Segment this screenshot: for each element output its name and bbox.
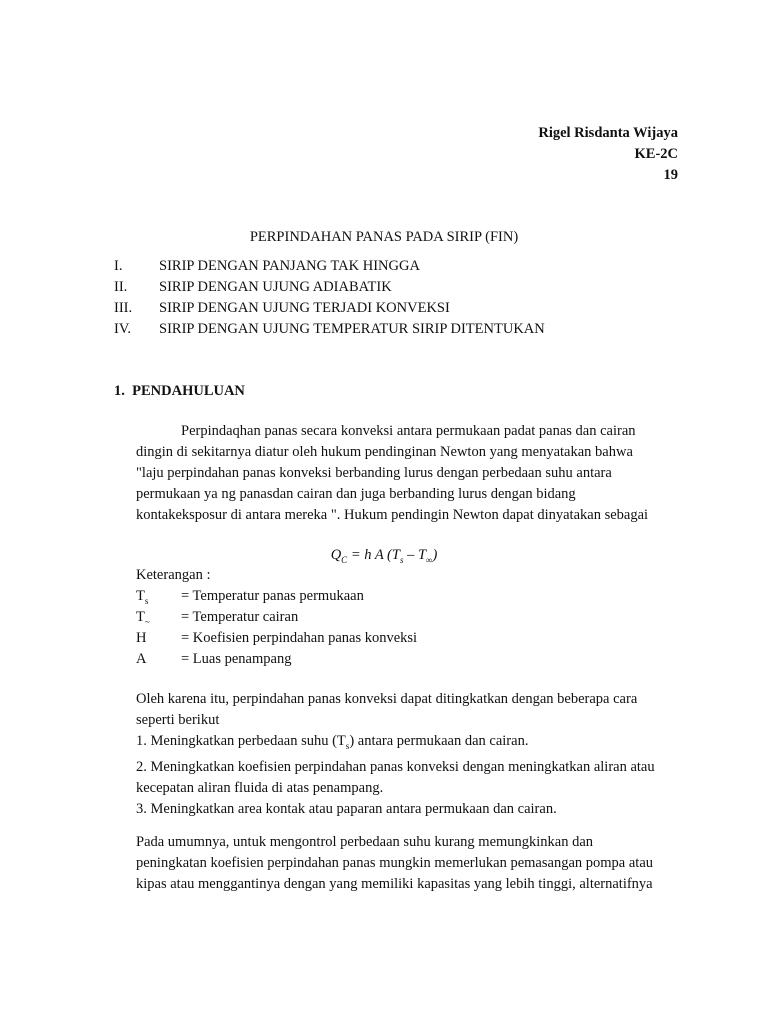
author-class: KE-2C xyxy=(634,146,678,162)
definition-desc: = Temperatur panas permukaan xyxy=(181,588,364,604)
method-sub: s xyxy=(345,740,350,751)
method-text: 1. Meningkatkan perbedaan suhu (T xyxy=(136,733,346,749)
toc-item: SIRIP DENGAN PANJANG TAK HINGGA xyxy=(159,258,420,274)
text-line: dingin di sekitarnya diatur oleh hukum pendinginan Newton yang menyatakan bahwa xyxy=(136,444,633,460)
text-line: seperti berikut xyxy=(136,712,220,728)
text-line: kontakeksposur di antara mereka ". Hukum pendingin Newton dapat dinyatakan sebagai xyxy=(136,507,649,523)
formula-q-sub: C xyxy=(341,554,348,565)
text-line: "laju perpindahan panas konveksi berbanding lurus dengan perbedaan suhu antara xyxy=(136,465,612,481)
toc-item: SIRIP DENGAN UJUNG TEMPERATUR SIRIP DITENTUKAN xyxy=(159,321,545,337)
definition-symbol: H xyxy=(136,630,147,646)
formula-close: ) xyxy=(432,547,438,563)
section-heading: 1. PENDAHULUAN xyxy=(114,383,245,399)
author-name: Rigel Risdanta Wijaya xyxy=(538,125,678,141)
text-line: Oleh karena itu, perpindahan panas konveksi dapat ditingkatkan dengan beberapa cara xyxy=(136,691,638,707)
symbol-letter: T xyxy=(136,588,145,604)
method-item: 3. Meningkatkan area kontak atau paparan antara permukaan dan cairan. xyxy=(136,800,557,817)
symbol-letter: T xyxy=(136,609,145,625)
definition-desc: = Temperatur cairan xyxy=(181,609,299,625)
text-line: peningkatan koefisien perpindahan panas mungkin memerlukan pemasangan pompa atau xyxy=(136,855,654,871)
method-text: ) antara permukaan dan cairan. xyxy=(349,733,529,749)
document-title: PERPINDAHAN PANAS PADA SIRIP (FIN) xyxy=(249,229,519,245)
text-line: kecepatan aliran fluida di atas penampang. xyxy=(136,779,384,796)
newton-formula xyxy=(0,545,768,571)
text-line: permukaan ya ng panasdan cairan dan juga berbanding lurus dengan bidang xyxy=(136,486,576,502)
methods-paragraph xyxy=(136,689,676,820)
method-item xyxy=(136,731,676,757)
formula-s-sub: s xyxy=(399,554,404,565)
formula-minus: – T xyxy=(403,547,427,563)
formula-q: Q xyxy=(330,547,342,563)
text-line: kipas atau menggantinya dengan yang memiliki kapasitas yang lebih tinggi, alternatifnya xyxy=(136,876,653,892)
formula-inf-sub: ∞ xyxy=(426,554,433,565)
toc-number: III. xyxy=(114,300,133,316)
symbol-sub: ~ xyxy=(144,616,150,627)
text-line: Perpindaqhan panas secara konveksi antara permukaan padat panas dan cairan xyxy=(181,423,636,439)
keterangan-label: Keterangan : xyxy=(136,567,211,583)
closing-paragraph xyxy=(136,832,676,895)
definition-desc: = Luas penampang xyxy=(181,651,292,667)
method-item: 2. Meningkatkan koefisien perpindahan panas konveksi dengan meningkatkan aliran atau xyxy=(136,758,655,775)
definition-desc: = Koefisien perpindahan panas konveksi xyxy=(181,630,418,646)
symbol-sub: s xyxy=(144,595,149,606)
toc-item: SIRIP DENGAN UJUNG ADIABATIK xyxy=(159,279,392,295)
formula-body: = h A (T xyxy=(347,547,400,563)
definition-symbol: A xyxy=(136,651,147,667)
toc-item: SIRIP DENGAN UJUNG TERJADI KONVEKSI xyxy=(159,300,450,316)
toc-number: I. xyxy=(114,258,123,274)
toc-number: II. xyxy=(114,279,128,295)
author-number: 19 xyxy=(663,167,678,183)
toc-number: IV. xyxy=(114,321,132,337)
text-line: Pada umumnya, untuk mengontrol perbedaan suhu kurang memungkinkan dan xyxy=(136,834,594,850)
intro-paragraph xyxy=(136,421,676,526)
